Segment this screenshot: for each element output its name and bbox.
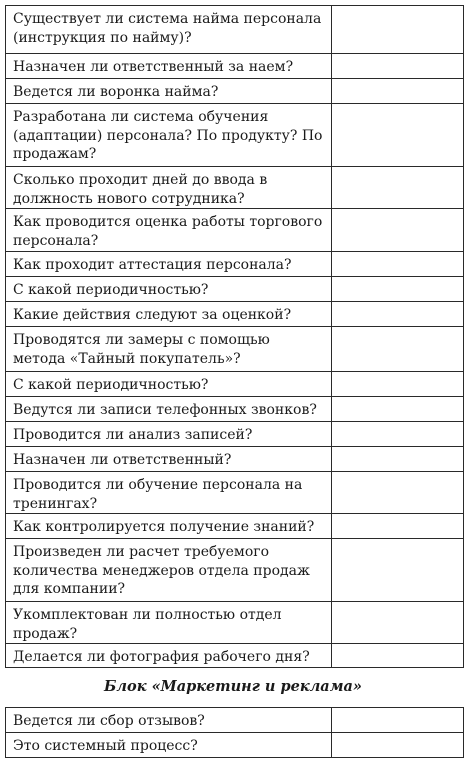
answer-cell[interactable] (332, 733, 464, 758)
question-cell: Назначен ли ответственный за наем? (6, 54, 332, 79)
question-cell: С какой периодичностью? (6, 277, 332, 302)
question-cell: Разработана ли система обучения (адаптации) персонала? По продукту? По продажам? (6, 104, 332, 167)
question-cell: Делается ли фотография рабочего дня? (6, 644, 332, 668)
table-row (6, 472, 464, 514)
answer-cell[interactable] (332, 327, 464, 372)
table-row (6, 252, 464, 277)
answer-cell[interactable] (332, 104, 464, 167)
question-cell: Ведутся ли записи телефонных звонков? (6, 397, 332, 422)
answer-cell[interactable] (332, 209, 464, 252)
answer-cell[interactable] (332, 167, 464, 209)
answer-cell[interactable] (332, 252, 464, 277)
answer-cell[interactable] (332, 514, 464, 539)
answer-cell[interactable] (332, 472, 464, 514)
table-row (6, 54, 464, 79)
question-cell: Как проводится оценка работы торгового персонала? (6, 209, 332, 252)
question-cell: Назначен ли ответственный? (6, 447, 332, 472)
table-row (6, 104, 464, 167)
answer-cell[interactable] (332, 277, 464, 302)
table-row (6, 397, 464, 422)
question-cell: Как проходит аттестация персонала? (6, 252, 332, 277)
table-row (6, 733, 464, 758)
answer-cell[interactable] (332, 422, 464, 447)
answer-cell[interactable] (332, 54, 464, 79)
question-cell: С какой периодичностью? (6, 372, 332, 397)
question-cell: Ведется ли сбор отзывов? (6, 708, 332, 733)
table-row (6, 209, 464, 252)
question-cell: Ведется ли воронка найма? (6, 79, 332, 104)
table-row (6, 644, 464, 668)
question-cell: Какие действия следуют за оценкой? (6, 302, 332, 327)
table-row (6, 277, 464, 302)
table-row (6, 302, 464, 327)
question-cell: Проводится ли анализ записей? (6, 422, 332, 447)
answer-cell[interactable] (332, 397, 464, 422)
question-cell: Существует ли система найма персонала (инструкция по найму)? (6, 6, 332, 54)
question-cell: Это системный процесс? (6, 733, 332, 758)
table-row (6, 79, 464, 104)
question-cell: Как контролируется получение знаний? (6, 514, 332, 539)
answer-cell[interactable] (332, 6, 464, 54)
table-row (6, 708, 464, 733)
answer-cell[interactable] (332, 602, 464, 644)
table-row (6, 602, 464, 644)
table-row (6, 372, 464, 397)
answer-cell[interactable] (332, 79, 464, 104)
table-row (6, 6, 464, 54)
answer-cell[interactable] (332, 708, 464, 733)
question-cell: Проводится ли обучение персонала на тренингах? (6, 472, 332, 514)
questionnaire-table-hr (5, 5, 464, 668)
answer-cell[interactable] (332, 644, 464, 668)
questionnaire-table-marketing (5, 707, 464, 758)
answer-cell[interactable] (332, 372, 464, 397)
answer-cell[interactable] (332, 539, 464, 602)
table-row (6, 167, 464, 209)
table-row (6, 447, 464, 472)
question-cell: Проводятся ли замеры с помощью метода «Тайный покупатель»? (6, 327, 332, 372)
answer-cell[interactable] (332, 302, 464, 327)
table-row (6, 422, 464, 447)
section-heading-marketing: Блок «Маркетинг и реклама» (104, 678, 362, 695)
question-cell: Произведен ли расчет требуемого количества менеджеров отдела продаж для компании? (6, 539, 332, 602)
question-cell: Укомплектован ли полностью отдел продаж? (6, 602, 332, 644)
table-row (6, 514, 464, 539)
answer-cell[interactable] (332, 447, 464, 472)
question-cell: Сколько проходит дней до ввода в должность нового сотрудника? (6, 167, 332, 209)
table-row (6, 327, 464, 372)
table-row (6, 539, 464, 602)
